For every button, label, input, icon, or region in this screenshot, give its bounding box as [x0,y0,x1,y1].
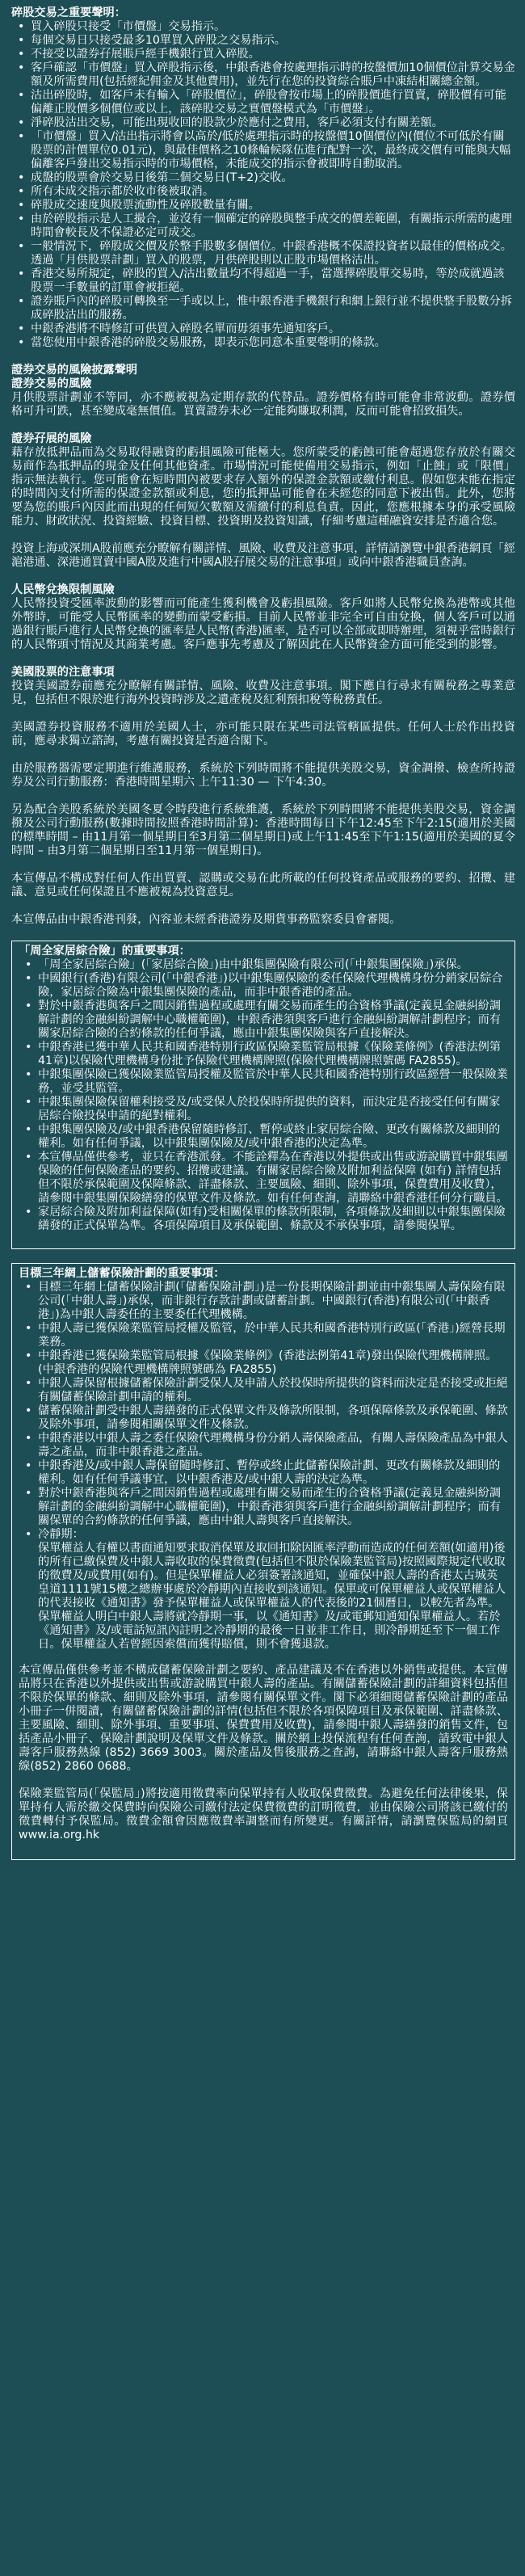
paragraph: 美國證券投資服務不適用於美國人士，亦可能只限在某些司法管轄區提供。任何人士於作出投資前，應尋求獨立諮詢，考慮有關投資是否適合閣下。 [11,721,515,747]
list-item: • 碎股成交速度與股票流動性及碎股數量有關。 [11,199,515,213]
section-us-stock [11,666,515,927]
list-item: • 所有未成交指示都於收市後被取消。 [11,185,515,199]
section-heading: 目標三年網上儲蓄保險計劃的重要事項： [19,1267,225,1280]
list-item: • 一般情況下，碎股成交價及於整手股數多個價位。中銀香港概不保證投資者以最佳的價格成交。透過「月供股票計劃」買入的股票，月供碎股則以正股市場價格沽出。 [11,240,515,267]
paragraph: 另為配合美股系統於美國冬夏令時段進行系統維護，系統於下列時間將不能提供美股交易，資金調撥及公司行動服務(數據時間按照香港時間計算)：香港時間每日下午12:45至下午2:15(適用於美國的標準時間 – 由11月第一個星期日至3月第二個星期日)或上午11:45至下午1:15(適用於美國的夏令時間 – 由3月第二個星期日至11月第一個星期日)。 [11,803,515,857]
paragraph-group [11,446,515,570]
paragraph-group [11,391,515,419]
paragraph: 由於服務器需要定期進行維護服務，系統於下列時間將不能提供美股交易，資金調撥、檢查所持證券及公司行動服務：香港時間星期六 上午11:30 — 下午4:30。 [11,762,515,789]
section-securities-risk [11,364,515,419]
paragraph: 保險業監管局(「保監局」)將按適用徵費率向保單持有人收取保費徵費。為避免任何法律後果，保單持有人需於繳交保費時向保險公司繳付法定保費徵費的訂明徵費，並由保險公司將該已繳付的徵費轉付予保監局。徵費金額會因應徵費率調整而有所變更。有關詳情，請瀏覽保監局的網頁www.ia.org.hk [19,1787,508,1842]
paragraph-group [11,597,515,652]
paragraph-group [19,1664,508,1842]
section-heading: 美國股票的注意事項 [11,666,115,679]
list-item: • 客戶確認「市價盤」買入碎股指示後，中銀香港會按處理指示時的按盤價加10個價位計算交易金額及所需費用(包括經紀佣金及其他費用)，並先行在您的投資綜合賬戶中凍結相關總金額。 [11,61,515,89]
section-savings-insurance [11,1263,515,1860]
list-item: • 中銀香港已獲保險業監管局根據《保險業條例》(香港法例第41章)發出保險代理機構牌照。(中銀香港的保險代理機構牌照號碼為 FA2855) [19,1349,508,1377]
list-item: • 中銀香港及/或中銀人壽保留隨時修訂、暫停或終止此儲蓄保險計劃、更改有關條款及細則的權利。如有任何爭議事宜，以中銀香港及/或中銀人壽的決定為準。 [19,1459,508,1487]
section-heading: 人民幣兌換限制風險 [11,583,115,596]
sub-heading: 證券孖展的風險 [11,432,92,445]
list-item: • 中銀香港以中銀人壽之委任保險代理機構身份分銷人壽保險產品，有關人壽保險產品為中銀人壽之產品，而非中銀香港之產品。 [19,1432,508,1459]
list-item: • 冷靜期： 保單權益人有權以書面通知要求取消保單及取回扣除因匯率浮動而造成的任何差額(如適用)後的所有已繳保費及中銀人壽收取的保費徵費(包括但不限於保險業監管局)按照國際規定代收取的徵費及/或費用(如有)。但是保單權益人必須簽署該通知，並確保中銀人壽的香港太古城英皇道1111號15樓之總辦事處於冷靜期內直接收到該通知。保單或可保單權益人或保單權益人的代表接收《通知書》發予保單權益人或保單權益人的代表後的21個曆日，以較先者為準。保單權益人明白中銀人壽將就冷靜期一事，以《通知書》及/或電郵知通知保單權益人。若於《通知書》及/或電話短訊內註明之冷靜期的最後一日並非工作日，則冷靜期延至下一個工作日。保單權益人若曾經因索償而獲得賠償，則不會獲退款。 [19,1528,508,1652]
list-item: • 「周全家居綜合險」(「家居綜合險」)由中銀集團保險有限公司(「中銀集團保險」)承保。 [19,958,508,972]
section-heading: 證券交易的風險披露聲明 [11,364,138,377]
list-item: • 中銀集團保險保留權利接受及/或受保人於投保時所提供的資料，而決定是否接受任何有關家居綜合險投保申請的絕對權利。 [19,1096,508,1123]
paragraph: 人民幣投資受匯率波動的影響而可能產生獲利機會及虧損風險。客戶如將人民幣兌換為港幣或其他外幣時，可能受人民幣匯率的變動而蒙受虧損。目前人民幣並非完全可自由兌換，個人客戶可以通過銀行賬戶進行人民幣兌換的匯率是人民幣(香港)匯率，是否可以全部或即時辦理，須視乎當時銀行的人民幣頭寸情況及其商業考慮。客戶應事先考慮及了解因此在人民幣資金方面可能受到的影響。 [11,597,515,651]
paragraph: 投資美國證券前應充分瞭解有關詳情、風險、收費及注意事項。閣下應自行尋求有關稅務之專業意見，包括但不限於進行海外投資時涉及之遺產稅及紅利預扣稅等稅務責任。 [11,680,515,706]
list-item: • 香港交易所規定，碎股的買入/沽出數量均不得超過一手，當選擇碎股單交易時，等於成就過該股票一手數量的訂單會被拒絕。 [11,267,515,295]
list-item: • 中銀集團保險及/或中銀香港保留隨時修訂、暫停或終止家居綜合險、更改有關條款及細則的權利。如有任何爭議，以中銀集團保險及/或中銀香港的決定為準。 [19,1123,508,1151]
list-item: • 家居綜合險及附加利益保障(如有)受相關保單的條款所限制，各項條款及細則以中銀集團保險繕發的正式保單為準。各項保障項目及承保範圍、條款及不承保事項，請參閱保單。 [19,1206,508,1233]
list-item: • 證券賬戶內的碎股可轉換至一手或以上，惟中銀香港手機銀行和網上銀行並不提供整手股數分拆成碎股沽出的服務。 [11,295,515,322]
section-rmb-risk [11,583,515,652]
section-margin-risk [11,432,515,570]
bullet-list [19,1281,508,1652]
list-item: • 本宣傳品僅供參考，並只在香港派發。不能詮釋為在香港以外提供或出售或游說購買中銀集團保險的任何保險產品的要約、招攬或建議。有關家居綜合險及附加利益保障 (如有) 詳情包括但不限於承保範圍及保障條款、詳盡條款、主要風險、細則、除外事項，保費費用及收費），請參閱中銀集團保險繕發的保單文件及條款。如有任何查詢，請聯絡中銀香港任何分行職員。 [19,1151,508,1206]
paragraph: 本宣傳品由中銀香港刊發，內容並未經香港證券及期貨事務監察委員會審閱。 [11,913,401,926]
paragraph: 本宣傳品僅供參考並不構成儲蓄保險計劃之要約、產品建議及不在香港以外銷售或提供。本宣傳品將只在香港以外提供或出售或游說購買中銀人壽的產品。有關儲蓄保險計劃的詳細資料包括但不限於保單的條款、細則及除外事項，請參閱有關保單文件。閣下必須細閱儲蓄保險計劃的產品小冊子一併閱讀，有關儲蓄保險計劃的詳情(包括但不限於各項保障項目及承保範圍、詳盡條款、主要風險、細則、除外事項、重要事項、保費費用及收費)，請參閱中銀人壽繕發的銷售文件，包括產品小冊子、保險計劃說明及保單文件及條款。關於網上投保流程有任何查詢，請致電中銀人壽客戶服務熱線 (852) 3669 3003。關於產品及售後服務之查詢，請聯絡中銀人壽客戶服務熱線(852) 2860 0688。 [19,1664,508,1773]
list-item: • 中銀香港將不時修訂可供買入碎股名單而毋須事先通知客戶。 [11,322,515,336]
list-item: • 每個交易日只接受最多10單買入碎股之交易指示。 [11,34,515,48]
paragraph-group [11,680,515,927]
section-heading: 「周全家居綜合險」的重要事項： [19,945,191,958]
paragraph: 投資上海或深圳A股前應充分瞭解有關詳情、風險、收費及注意事項，詳情請瀏覽中銀香港網頁「經滬港通、深港通買賣中國A股及進行中國A股孖展交易的注意事項」或向中銀香港職員查詢。 [11,542,515,569]
list-item: • 對於中銀香港與客戶之間因銷售過程或處理有關交易而產生的合資格爭議(定義見金融糾紛調解計劃的金融糾紛調解中心職權範圍)，中銀香港須與客戶進行金融糾紛調解計劃程序；而有關家居綜合險的合約條款的任何爭議，應由中銀集團保險與客戶直接解決。 [19,1000,508,1041]
list-item: • 中國銀行(香港)有限公司(「中銀香港」)以中銀集團保險的委任保險代理機構身份分銷家居綜合險，家居綜合險為中銀集團保險的產品，而非中銀香港的產品。 [19,972,508,1000]
list-item: • 沽出碎股時，如客戶未有輸入「碎股價位」，碎股會按市場上的碎股價進行買賣，碎股價有可能偏離正股價多個價位或以上，該碎股交易之實價盤模式為「市價盤」。 [11,89,515,116]
list-item: • 中銀集團保險已獲保險業監管局授權及監管於中華人民共和國香港特別行政區經營一般保險業務，並受其監管。 [19,1068,508,1096]
list-item: • 買入碎股只接受「市價盤」交易指示。 [11,20,515,34]
list-item: • 中銀人壽已獲保險業監管局授權及監管，於中華人民共和國香港特別行政區(「香港」)經營長期業務。 [19,1322,508,1349]
list-item: • 由於碎股指示是人工撮合，並沒有一個確定的碎股與整手成交的價差範圍，有關指示所需的處理時間會較長及不保證必定可成交。 [11,213,515,240]
list-item: • 當您使用中銀香港的碎股交易服務，即表示您同意本重要聲明的條款。 [11,336,515,350]
list-item: • 淨碎股沽出交易，可能出現收回的股款少於應付之費用，客戶必須支付有關差額。 [11,116,515,130]
list-item: • 不接受以證券孖展賬戶經手機銀行買入碎股。 [11,48,515,61]
section-odd-lot [11,6,515,350]
list-item: • 中銀人壽保留根據儲蓄保險計劃受保人及申請人於投保時所提供的資料而決定是否接受或拒絕有關儲蓄保險計劃申請的權利。 [19,1377,508,1404]
bullet-list [19,958,508,1233]
list-item: • 「市價盤」買入/沽出指示將會以高於/低於處理指示時的按盤價10個價位內(價位不可低於有關股票的計價單位0.01元)，與最佳價格之10條輪候隊伍進行配對一次，最終成交價有可能與大幅偏離客戶發出交易指示時的市場價格，未能成交的指示會被即時自動取消。 [11,130,515,171]
sub-heading: 證券交易的風險 [11,377,92,390]
bullet-list [11,20,515,350]
list-item: • 中銀香港已獲中華人民共和國香港特別行政區保險業監管局根據《保險業條例》(香港法例第41章)以保險代理機構身份批予保險代理機構牌照(保險代理機構牌照號碼 FA2855)。 [19,1041,508,1068]
list-item: • 成盤的股票會於交易日後第二個交易日(T+2)交收。 [11,171,515,185]
paragraph: 藉存放抵押品而為交易取得融資的虧損風險可能極大。您所蒙受的虧蝕可能會超過您存放於有關交易商作為抵押品的現金及任何其他資產。市場情況可能使備用交易指示，例如「止蝕」或「限價」指示無法執行。您可能會在短時間內被要求存入額外的保證金款額或繳付利息。假如您未能在指定的時間內支付所需的保證金款額或利息，您的抵押品可能會在未經您的同意下被出售。此外，您將要為您的賬戶內因此而出現的任何短欠數額及需繳付的利息負責。因此，您應根據本身的承受風險能力、財政狀況、投資經驗、投資目標、投資期及投資知識，仔細考慮這種融資安排是否適合您。 [11,446,515,528]
list-item: • 儲蓄保險計劃受中銀人壽繕發的正式保單文件及條款所限制，各項保障條款及承保範圍、條款及除外事項，請參閱相關保單文件及條款。 [19,1404,508,1432]
section-heading: 碎股交易之重要聲明： [11,6,126,19]
list-item: • 對於中銀香港與客戶之間因銷售過程或處理有關交易而產生的合資格爭議(定義見金融糾紛調解計劃的金融糾紛調解中心職權範圍)，中銀香港須與客戶進行金融糾紛調解計劃程序；而有關保單的合約條款的任何爭議，應由中銀人壽與客戶直接解決。 [19,1487,508,1528]
paragraph: 月供股票計劃並不等同，亦不應被視為定期存款的代替品。證券價格有時可能會非常波動。證券價格可升可跌，甚至變成毫無價值。買賣證券未必一定能夠賺取利潤，反而可能會招致損失。 [11,391,515,418]
section-home-insurance [11,941,515,1249]
paragraph: 本宣傳品不構成對任何人作出買賣、認購或交易在此所載的任何投資產品或服務的要約、招攬、建議、意見或任何保證且不應被視為投資意見。 [11,872,515,899]
list-item: • 目標三年網上儲蓄保險計劃(「儲蓄保險計劃」)是一份長期保險計劃並由中銀集團人壽保險有限公司(「中銀人壽」)承保，而非銀行存款計劃或儲蓄計劃。中國銀行(香港)有限公司(「中銀香港」)為中銀人壽委任的主要委任代理機構。 [19,1281,508,1322]
